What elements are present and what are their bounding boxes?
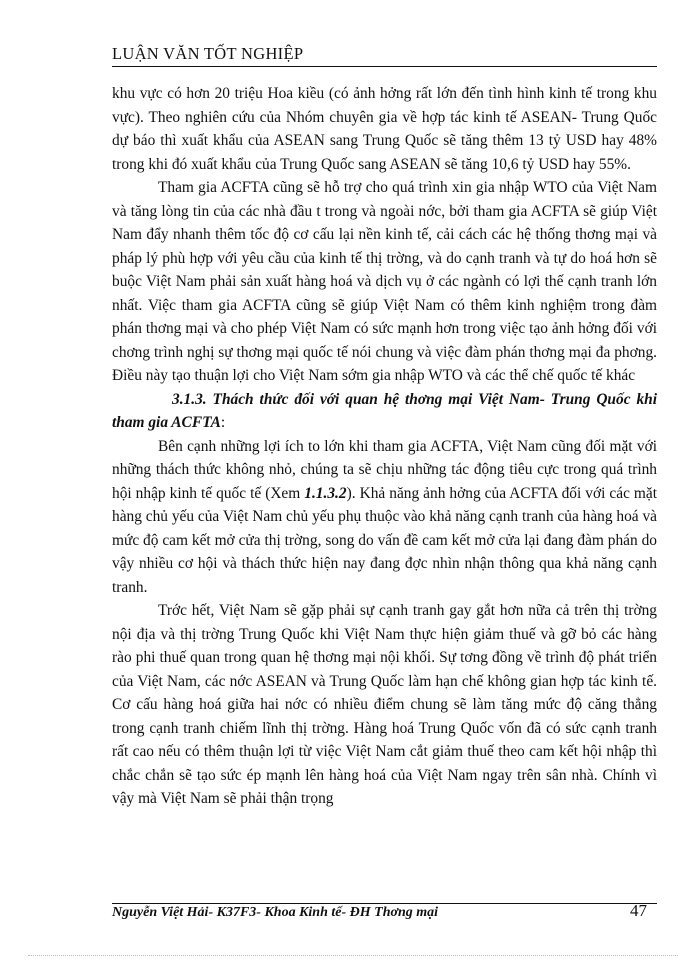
section-heading-text: 3.1.3. Thách thức đối với quan hệ thơng mại Việt Nam- Trung Quốc khi tham gia ACFTA xyxy=(112,390,657,431)
page-header-title: LUẬN VĂN TỐT NGHIỆP xyxy=(112,44,304,63)
page-bottom-border xyxy=(28,955,678,956)
cross-reference: 1.1.3.2 xyxy=(304,484,347,502)
page-number: 47 xyxy=(630,901,647,920)
document-body xyxy=(112,82,657,811)
footer-author: Nguyễn Việt Hải- K37F3- Khoa Kinh tế- ĐH Thơng mại xyxy=(112,905,439,920)
section-heading xyxy=(112,388,657,435)
paragraph-3-after: ). Khả năng ảnh hởng của ACFTA đối với các mặt hàng chủ yếu của Việt Nam chủ yếu phụ thuộc vào khả năng cạnh tranh của hàng hoá và mức độ cam kết mở cửa thị trờng, song do vấn đề cam kết mở cửa lại đang đàm phán do vậy nhiều cơ hội và thách thức hiện nay đang đợc nhìn nhận thông qua khả năng cạnh tranh. xyxy=(112,484,657,596)
paragraph-3 xyxy=(112,435,657,600)
paragraph-3-before: Bên cạnh những lợi ích to lớn khi tham gia ACFTA, Việt Nam cũng đối mặt với những thách thức không nhỏ, chúng ta sẽ chịu những tác động tiêu cực trong quá trình hội nhập kinh tế quốc tế (Xem xyxy=(112,437,657,502)
section-heading-suffix: : xyxy=(220,414,226,431)
paragraph-4: Trớc hết, Việt Nam sẽ gặp phải sự cạnh tranh gay gắt hơn nữa cả trên thị trờng nội địa và thị trờng Trung Quốc khi Việt Nam thực hiện giảm thuế và gỡ bỏ các hàng rào phi thuế quan trong quan hệ thơng mại nội khối. Sự tơng đồng về trình độ phát triển của Việt Nam, các nớc ASEAN và Trung Quốc làm hạn chế không gian hợp tác kinh tế. Cơ cấu hàng hoá giữa hai nớc có nhiều điểm chung sẽ làm tăng mức độ căng thẳng trong cạnh tranh chiếm lĩnh thị trờng. Hàng hoá Trung Quốc vốn đã có sức cạnh tranh rất cao nếu có thêm thuận lợi từ việc Việt Nam cắt giảm thuế theo cam kết hội nhập thì chắc chắn sẽ tạo sức ép mạnh lên hàng hoá của Việt Nam ngay trên sân nhà. Chính vì vậy mà Việt Nam sẽ phải thận trọng xyxy=(112,602,657,807)
paragraph-1: khu vực có hơn 20 triệu Hoa kiều (có ảnh hởng rất lớn đến tình hình kinh tế trong khu vực). Theo nghiên cứu của Nhóm chuyên gia về hợp tác kinh tế ASEAN- Trung Quốc dự báo thì xuất khẩu của ASEAN sang Trung Quốc sẽ tăng thêm 13 tỷ USD hay 48% trong khi đó xuất khẩu của Trung Quốc sang ASEAN sẽ tăng 10,6 tỷ USD hay 55%. xyxy=(112,85,657,173)
paragraph-2: Tham gia ACFTA cũng sẽ hỗ trợ cho quá trình xin gia nhập WTO của Việt Nam và tăng lòng tin của các nhà đầu t trong và ngoài nớc, bởi tham gia ACFTA sẽ giúp Việt Nam đẩy nhanh thêm tốc độ cơ cấu lại nền kinh tế, cải cách các hệ thống thơng mại và pháp lý phù hợp với yêu cầu của kinh tế thị trờng, và do cạnh tranh và tự do hoá hơn sẽ buộc Việt Nam phải sản xuất hàng hoá và dịch vụ ở các ngành có lợi thế cạnh tranh lớn nhất. Việc tham gia ACFTA cũng sẽ giúp Việt Nam có thêm kinh nghiệm trong đàm phán thơng mại và cho phép Việt Nam có sức mạnh hơn trong việc tạo ảnh hởng đối với chơng trình nghị sự thơng mại quốc tế nói chung và việc đàm phán thơng mại đa phơng. Điều này tạo thuận lợi cho Việt Nam sớm gia nhập WTO và các thể chế quốc tế khác xyxy=(112,179,657,384)
header-divider xyxy=(112,66,657,67)
footer-divider xyxy=(112,903,657,904)
